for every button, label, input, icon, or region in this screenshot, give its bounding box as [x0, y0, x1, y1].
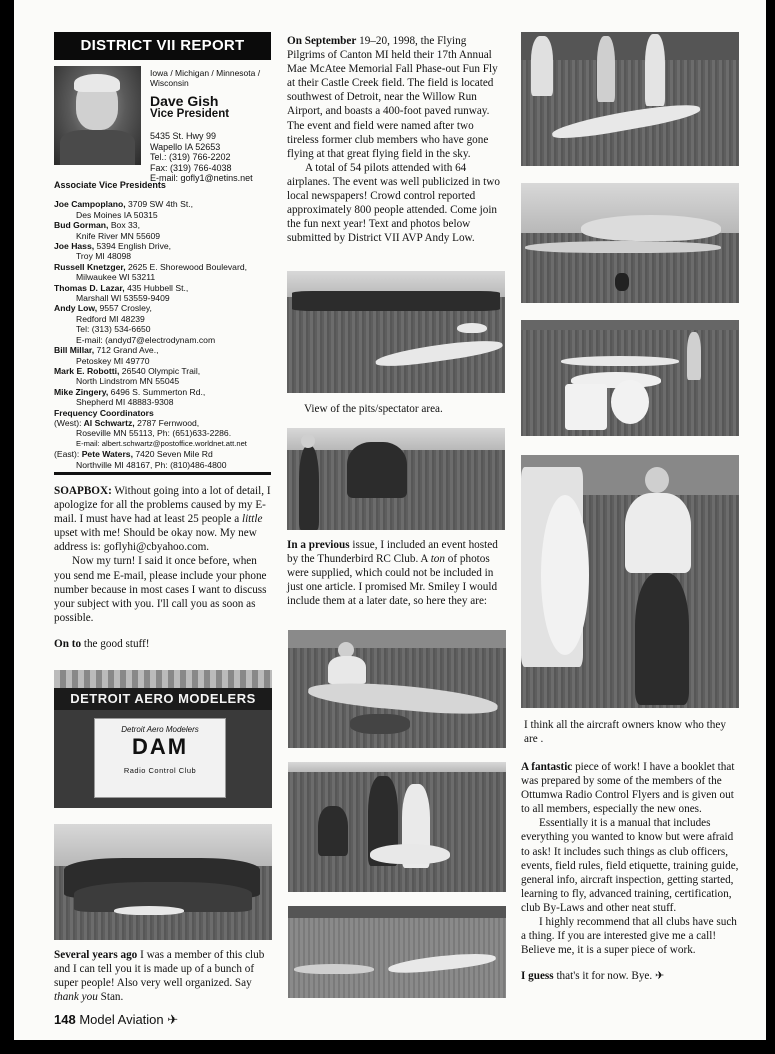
freq-coordinator-west: (West): Al Schwartz, 2787 Fernwood, Roseville MN 55113, Ph: (651)633-2286. E-mail: albert.schwartz@postoffice.worldnet.att.net: [54, 417, 247, 448]
good-stuff-line: On to the good stuff!: [54, 637, 150, 650]
associate-entry: Russell Knetzger, 2625 E. Shorewood Boulevard, Milwaukee WI 53211: [54, 261, 247, 283]
page-number: 148: [54, 1012, 76, 1027]
parked-jets-photo: [288, 906, 506, 998]
section-header: DISTRICT VII REPORT: [54, 32, 271, 60]
associate-entry: Bill Millar, 712 Grand Ave., Petoskey MI 49770: [54, 345, 159, 366]
associate-entry: Joe Hass, 5394 English Drive, Troy MI 48098: [54, 241, 172, 262]
pits-caption: View of the pits/spectator area.: [304, 403, 443, 415]
vp-title: Vice President: [150, 108, 230, 120]
club-group-photo: [54, 824, 272, 940]
associate-entry: Mark E. Robotti, 26540 Olympic Trail, North Lindstrom MN 55045: [54, 365, 201, 387]
warbird-model-photo: [288, 630, 506, 748]
club-logo-top: Detroit Aero Modelers: [121, 725, 199, 734]
previous-issue-paragraph: In a previous issue, I included an event hosted by the Thunderbird RC Club. A ton of photos were supplied, which could not be included in just one article. I promised Mr. Smiley I would include them at a later date, so here they are:: [287, 539, 498, 608]
associate-entry: Bud Gorman, Box 33, Knife River MN 55609: [54, 220, 161, 241]
associate-vp-list: [54, 180, 284, 470]
fantastic-work-article: A fantastic piece of work! I have a booklet that was prepared by some of the members of the Ottumwa Radio Control Flyers and is given out to all members, especially the new ones. Essentially it is a manual that includes everything you wanted to know but were afraid to ask! It includes such things as club officers, events, field rules, field etiquette, training guide, general info, aircraft inspection, getting started, learning to fly, advanced training, certification, club By-Laws and other neat stuff. I highly recommend that all clubs have such a thing. If you are interested give me a call! Believe me, it is a super piece of work. I guess that's it for now. Bye. ✈: [521, 761, 739, 983]
vp-email: E-mail: gofly1@netins.net: [150, 173, 253, 183]
pilots-with-model-photo: [288, 762, 506, 892]
several-years-paragraph: Several years ago I was a member of this club and I can tell you it is made up of a bunch of super people! Also very well organized. Say thank you Stan.: [54, 949, 265, 1004]
associate-entry: Andy Low, 9557 Crosley, Redford MI 48239 Tel: (313) 534-6650 E-mail: (andyd7@electrodynam.com: [54, 303, 216, 345]
magazine-page: [14, 0, 766, 1040]
vp-address: [150, 131, 270, 184]
club-logo-mark: DAM: [131, 734, 189, 759]
plane-icon: ✈: [167, 1012, 179, 1027]
vp-name: Dave Gish: [150, 93, 219, 109]
september-event-article: On September 19–20, 1998, the Flying Pilgrims of Canton MI held their 17th Annual Mae McAtee Memorial Fall Phase-out Fun Fly at their Castle Creek field. The field is located southwest of Detroit, near the Willow Run Airport, and boasts a 400-foot paved runway. The event and field were named after two tireless former club members who have gone flying at that great flying field in the sky. A total of 54 pilots attended with 64 airplanes. The event was well publicized in two local newspapers! Crowd control reported approximately 800 people attended. Come join the fun next year! Text and photos below submitted by District VII AVP Andy Low.: [287, 35, 500, 245]
page-footer: [54, 1012, 178, 1028]
jet-model-display-photo: [521, 32, 739, 166]
vp-address-street: 5435 St. Hwy 99: [150, 131, 217, 141]
fighter-model-photo: [521, 183, 739, 303]
frequency-heading: Frequency Coordinators: [54, 407, 154, 418]
associate-heading: Associate Vice Presidents: [54, 180, 166, 190]
associate-entry: Thomas D. Lazar, 435 Hubbell St., Marshall WI 53559-9409: [54, 282, 189, 304]
district-states: Iowa / Michigan / Minnesota / Wisconsin: [150, 68, 261, 88]
soapbox-paragraph-2: Now my turn! I said it once before, when you send me E-mail, please include your phone number because in most cases I want to discuss your subject with you. I'll call you as soon as possible.: [54, 555, 267, 624]
vp-address-city: Wapello IA 52653: [150, 141, 221, 152]
freq-coordinator-east: (East): Pete Waters, 7420 Seven Mile Rd Northville MI 48167, Ph: (810)486-4800: [54, 449, 227, 470]
vp-portrait-photo: [54, 66, 141, 165]
club-logo-card: [94, 718, 226, 798]
banner-sign: DETROIT AERO MODELERS: [54, 688, 272, 710]
owner-with-model-photo: [521, 455, 739, 708]
magazine-name: Model Aviation: [79, 1012, 164, 1027]
associate-entry: Joe Campoplano, 3709 SW 4th St., Des Moines IA 50315: [54, 199, 193, 220]
associate-entry: Mike Zingery, 6496 S. Summerton Rd., Shepherd MI 48883-9308: [54, 386, 206, 408]
soapbox-paragraph: SOAPBOX: Without going into a lot of detail, I apologize for all the problems caused by my E-mail. I must have had at least 25 people a little upset with me! Should be okay now. My new address is: goflyhi@cbyahoo.com.: [54, 485, 271, 554]
spectators-photo: [287, 428, 505, 530]
soapbox-column: [54, 484, 274, 651]
detroit-aero-modelers-photo: [54, 670, 272, 808]
section-divider: [54, 472, 271, 475]
vp-phone: Tel.: (319) 766-2202: [150, 152, 231, 162]
owners-caption: I think all the aircraft owners know who they are .: [524, 719, 726, 745]
biplane-model-photo: [521, 320, 739, 436]
club-logo-bottom: Radio Control Club: [123, 766, 197, 775]
vp-contact-block: [150, 68, 270, 184]
vp-fax: Fax: (319) 766-4038: [150, 162, 232, 173]
pits-area-photo: [287, 271, 505, 393]
